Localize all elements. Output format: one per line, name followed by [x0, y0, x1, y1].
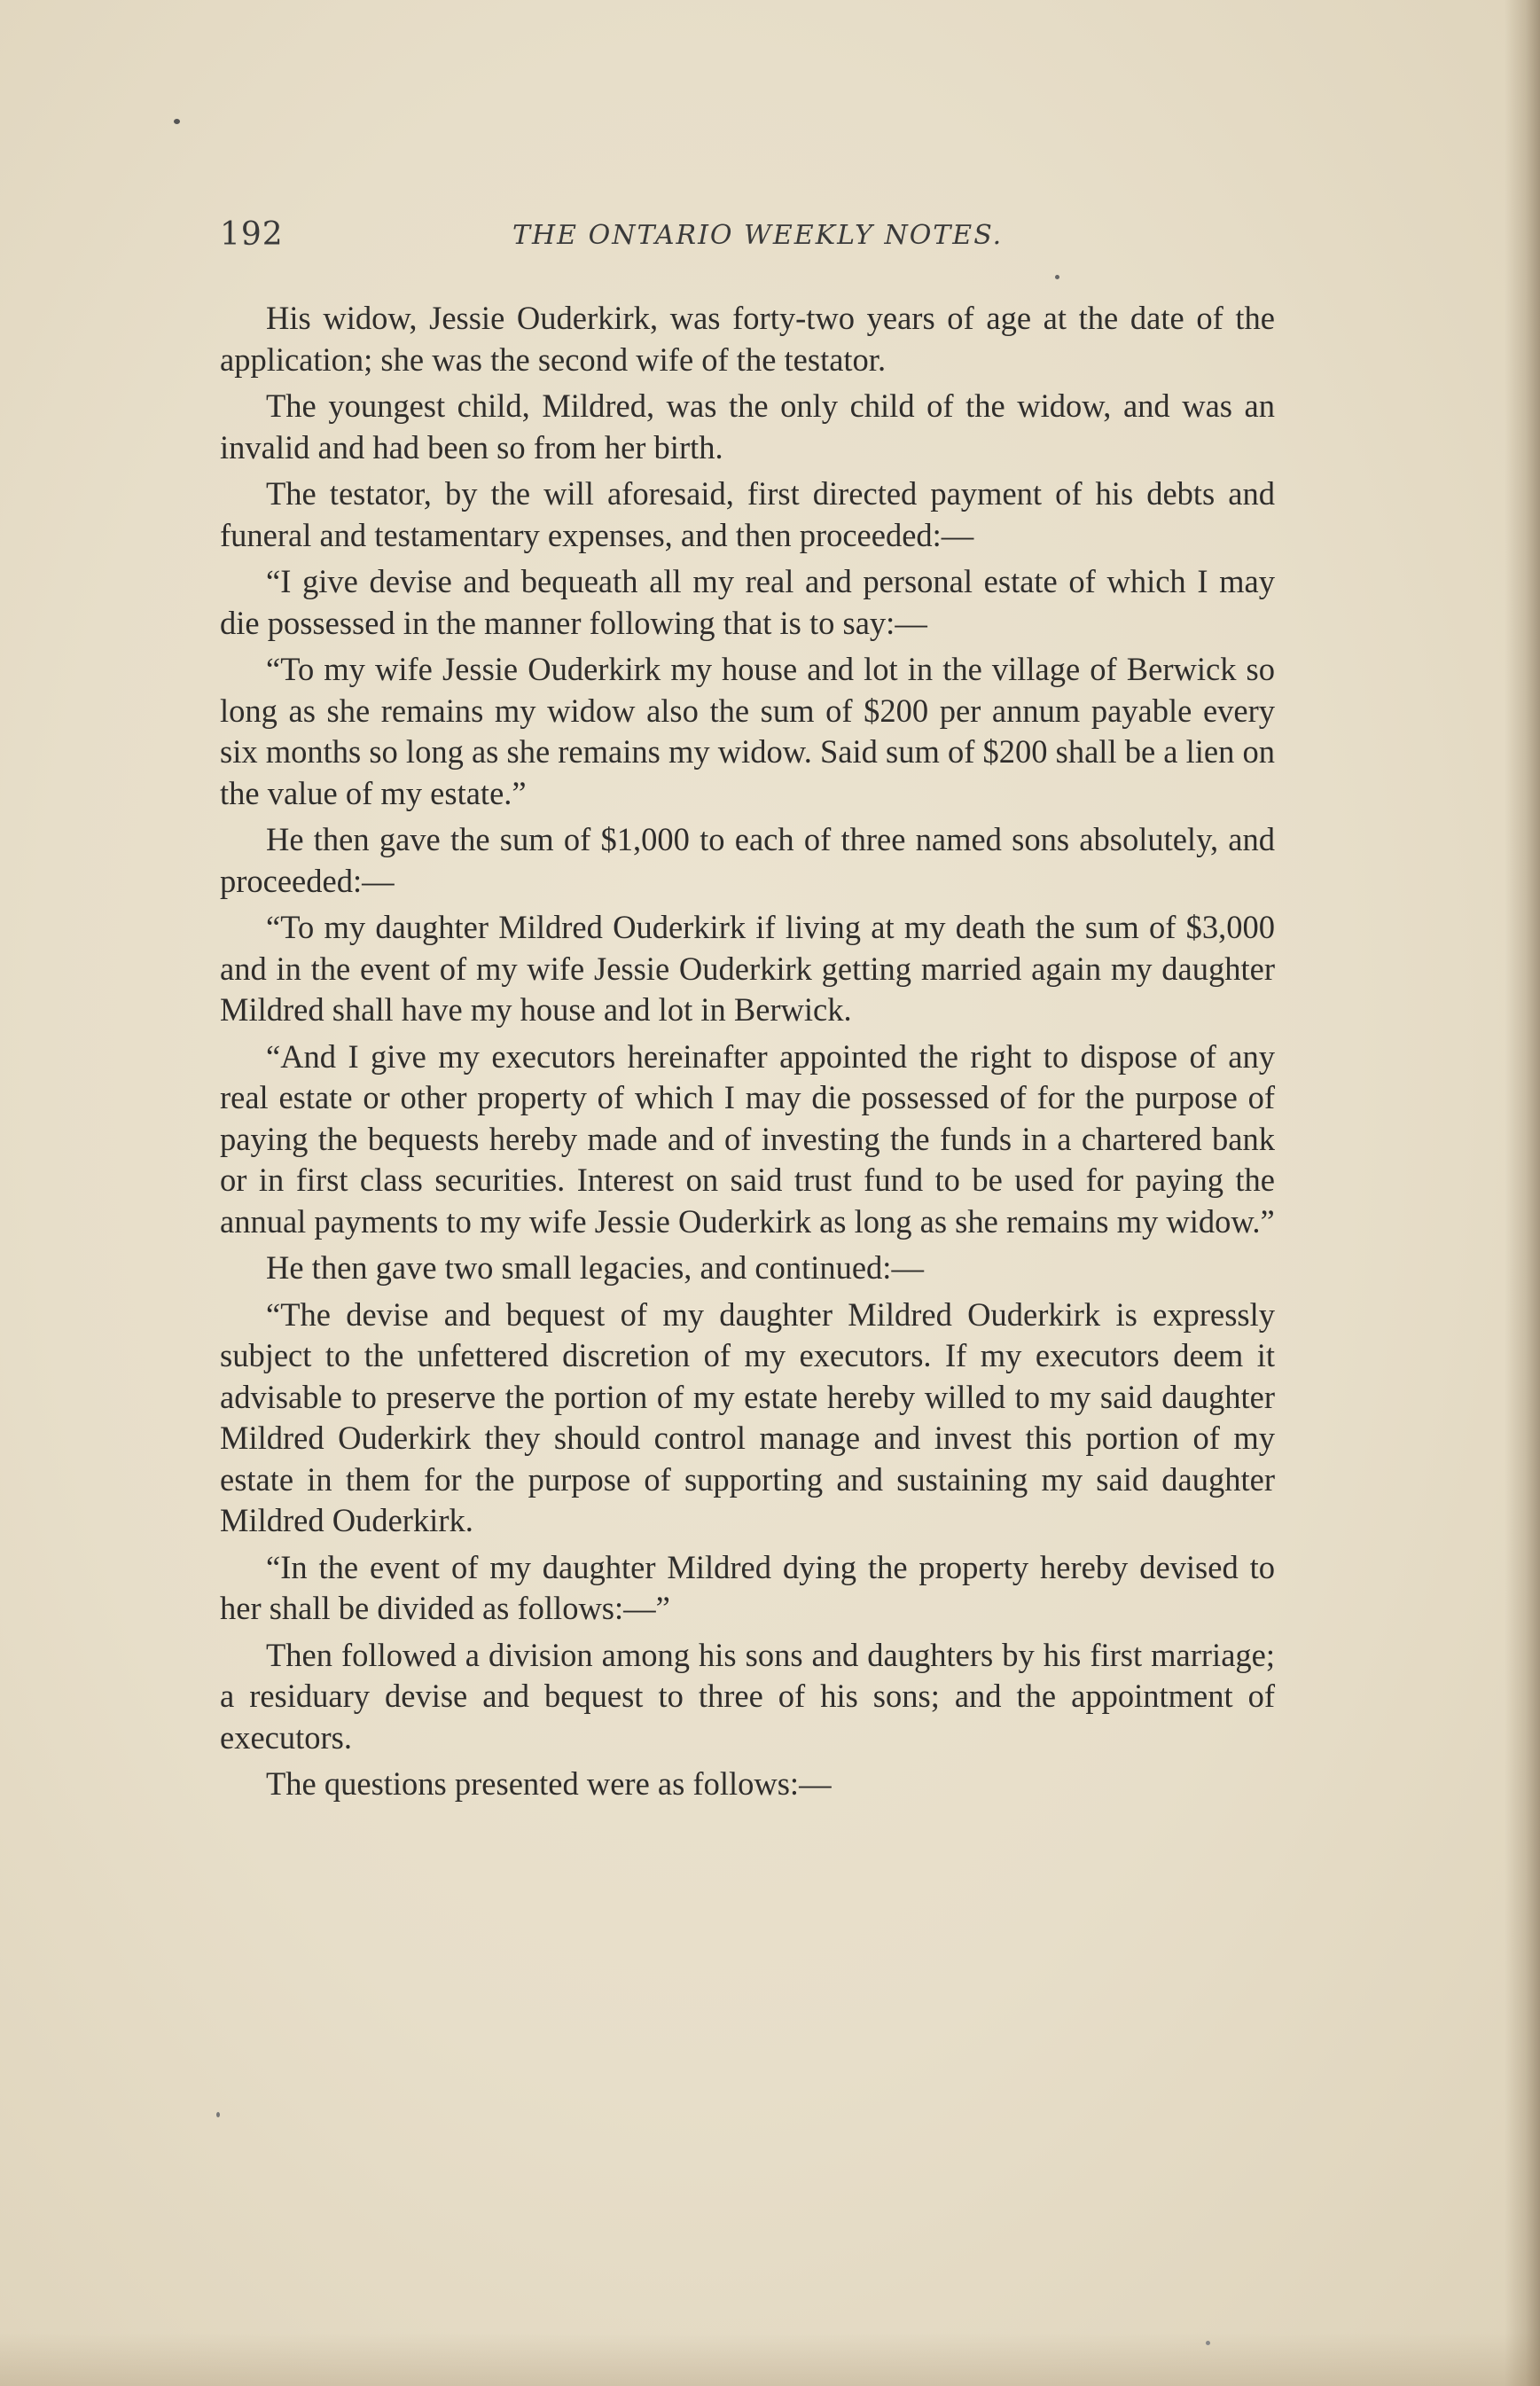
paper-speck [1206, 2341, 1210, 2345]
paragraph: “In the event of my daughter Mildred dying the property hereby devised to her shall be divided as follows:—” [220, 1548, 1275, 1626]
paragraph: “To my wife Jessie Ouderkirk my house and lot in the village of Berwick so long as she remains my widow also the sum of $200 per annum payable every six months so long as she remains my widow. Said sum of $200 shall be a lien on the value of my estate.” [220, 651, 1275, 811]
paper-speck [174, 119, 180, 124]
paragraph: He then gave two small legacies, and continued:— [266, 1249, 924, 1286]
page-header [220, 216, 1284, 257]
paragraph: His widow, Jessie Ouderkirk, was forty-two years of age at the date of the application; she was the second wife of the testator. [220, 300, 1275, 378]
paragraph: “To my daughter Mildred Ouderkirk if living at my death the sum of $3,000 and in the event of my wife Jessie Ouderkirk getting married again my daughter Mildred shall have my house and lot in Berwick. [220, 909, 1275, 1028]
paragraph: The youngest child, Mildred, was the only child of the widow, and was an invalid and had been so from her birth. [220, 387, 1275, 465]
paragraph: “And I give my executors hereinafter appointed the right to dispose of any real estate or other property of which I may die possessed of for the purpose of paying the bequests hereby made and of investing the funds in a chartered bank or in first class securities. Interest on said trust fund to be used for paying the annual payments to my wife Jessie Ouderkirk as long as she remains my widow.” [220, 1037, 1275, 1240]
page-bottom-shadow [0, 2333, 1540, 2386]
paragraph: Then followed a division among his sons and daughters by his first marriage; a residuary devise and bequest to three of his sons; and the appointment of executors. [220, 1636, 1275, 1756]
paragraph: The questions presented were as follows:— [266, 1765, 832, 1802]
paragraph: The testator, by the will aforesaid, first directed payment of his debts and funeral and testamentary expenses, and then proceeded:— [220, 475, 1275, 553]
paragraph: He then gave the sum of $1,000 to each of three named sons absolutely, and proceeded:— [220, 821, 1275, 899]
page-number: 192 [220, 216, 284, 253]
paragraph: “The devise and bequest of my daughter Mildred Ouderkirk is expressly subject to the unfettered discretion of my executors. If my executors deem it advisable to preserve the portion of my estate hereby willed to my said daughter Mildred Ouderkirk they should control manage and invest this portion of my estate in them for the purpose of supporting and sustaining my said daughter Mildred Ouderkirk. [220, 1295, 1275, 1538]
body-text [220, 298, 1275, 1811]
running-head: THE ONTARIO WEEKLY NOTES. [512, 220, 1004, 251]
page-edge-shadow [1505, 0, 1540, 2386]
paragraph: “I give devise and bequeath all my real and personal estate of which I may die possessed in the manner following that is to say:— [220, 563, 1275, 641]
paper-speck [216, 2112, 220, 2117]
paper-speck [1055, 275, 1059, 279]
